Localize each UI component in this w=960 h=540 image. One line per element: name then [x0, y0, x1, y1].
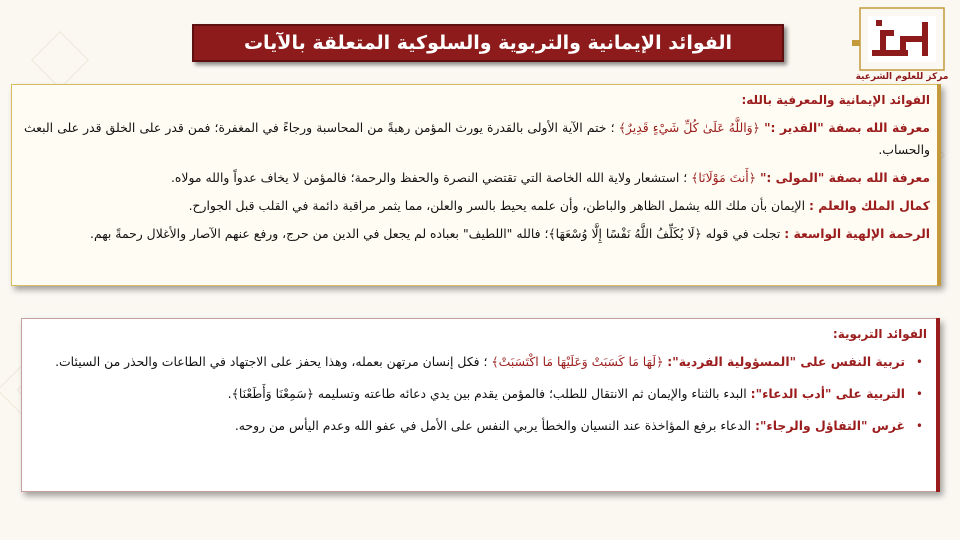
faith-item [24, 223, 930, 245]
quran-quote: ﴿أَنتَ مَوْلَانَا﴾ [691, 170, 756, 185]
list-item [34, 415, 927, 437]
quran-quote: ﴿لَهَا مَا كَسَبَتْ وَعَلَيْهَا مَا اكْتَسَبَتْ﴾ [491, 354, 664, 369]
quran-quote: ﴿وَاللَّهُ عَلَىٰ كُلِّ شَيْءٍ قَدِيرٌ﴾ [618, 120, 760, 135]
educational-benefits-panel [21, 318, 940, 492]
faith-item [24, 117, 930, 161]
bullet-icon: • [915, 387, 923, 401]
educational-benefits-heading: الفوائد التربوية: [832, 327, 927, 341]
ihkam-logo [852, 6, 952, 96]
logo-subtitle: مركز للعلوم الشرعية [855, 72, 949, 82]
bullet-icon: • [915, 419, 923, 433]
edu-item-text: ؛ فكل إنسان مرتهن بعمله، وهذا يحفز على الاجتهاد في الطاعات والحذر من السيئات. [55, 354, 488, 369]
faith-item-text: ؛ ختم الآية الأولى بالقدرة يورث المؤمن رهبةً من المحاسبة ورجاءً في المغفرة؛ فمن قدر على الخلق قدر على البعث والحساب. [24, 120, 930, 157]
faith-item-label: معرفة الله بصفة "القدير :" [764, 120, 930, 135]
edu-item-label: تربية النفس على "المسؤولية الفردية": [667, 354, 905, 369]
educational-benefits-list [34, 351, 927, 437]
faith-benefits-panel [11, 84, 941, 286]
faith-item-text: ؛ استشعار ولاية الله الخاصة التي تقتضي النصرة والحفظ والرحمة؛ فالمؤمن لا يخاف عدواً والله مولاه. [170, 170, 688, 185]
edu-item-label: غرس "التفاؤل والرجاء": [755, 418, 905, 433]
faith-item [24, 195, 930, 217]
faith-item-text: الإيمان بأن ملك الله يشمل الظاهر والباطن، وأن علمه يحيط بالسر والعلن، مما يثمر مراقبة دائمة في القلب قبل الجوارح. [188, 198, 806, 213]
bullet-icon: • [915, 355, 923, 369]
faith-item [24, 167, 930, 189]
faith-item-label: الرحمة الإلهية الواسعة : [784, 226, 930, 241]
faith-item-text: تجلت في قوله ﴿لَا يُكَلِّفُ اللَّهُ نَفْسًا إِلَّا وُسْعَهَا﴾؛ فالله "اللطيف" بعباده لم يجعل في الدين من حرج، ورفع عنهم الآصار والأغلال رحمةً بهم. [90, 226, 781, 241]
slide-title: الفوائد الإيمانية والتربوية والسلوكية المتعلقة بالآيات [192, 24, 784, 62]
faith-benefits-heading: الفوائد الإيمانية والمعرفية بالله: [741, 93, 930, 107]
list-item [34, 351, 927, 373]
edu-item-label: التربية على "أدب الدعاء": [750, 386, 905, 401]
edu-item-text: البدء بالثناء والإيمان ثم الانتقال للطلب؛ فالمؤمن يقدم بين يدي دعائه طاعته وتسليمه ﴿سَمِعْنَا وَأَطَعْنَا﴾. [227, 386, 747, 401]
list-item [34, 383, 927, 405]
faith-item-label: معرفة الله بصفة "المولى :" [759, 170, 930, 185]
faith-item-label: كمال الملك والعلم : [809, 198, 930, 213]
edu-item-text: الدعاء برفع المؤاخذة عند النسيان والخطأ يربي النفس على الأمل في عفو الله وعدم اليأس من روحه. [234, 418, 752, 433]
